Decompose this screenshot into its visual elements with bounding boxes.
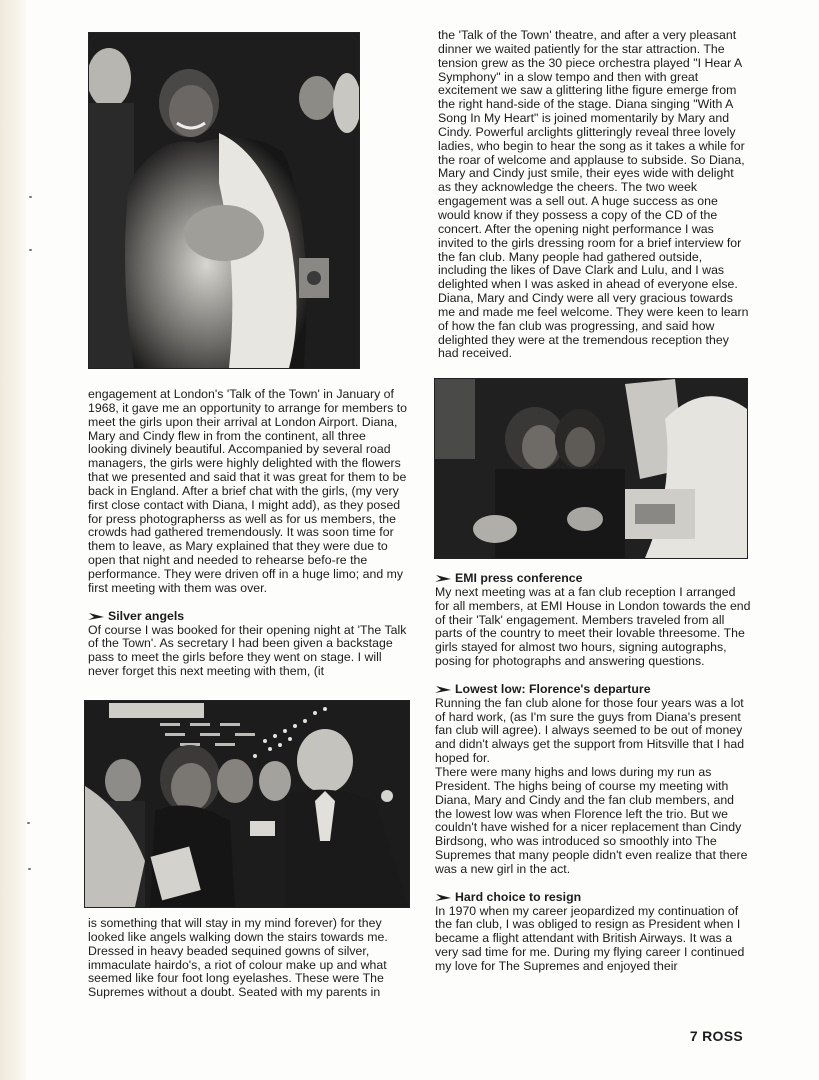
right-column-top [438,29,750,361]
section-heading-resign [435,891,753,905]
arrow-bullet-icon [88,613,104,621]
heading-text: Hard choice to resign [455,889,582,904]
article-text-lowest-low: Running the fan club alone for those four years was a lot of hard work, (as I'm sure the guys from Diana's present fan club will agree). I always seemed to be out of money and didn't always get the support from Hitsville that I had hoped for. [435,695,745,766]
left-column-mid [88,388,408,679]
photo-emi-signing-image [435,379,747,558]
heading-text: EMI press conference [455,571,583,585]
arrow-bullet-icon [435,686,451,694]
arrow-bullet-icon [435,894,451,902]
heading-text: Silver angels [108,608,185,623]
photo-airport-arrival [84,700,410,908]
scan-speck [29,196,32,198]
article-text-silver-angels-continued: is something that will stay in my mind forever) for they looked like angels walking down the stairs towards me. Dressed in heavy beaded sequined gowns of silver, immaculate hairdo's, a riot of colour make up and what seemed like four foot long eyelashes. These were The Supremes without a doubt. Seated with my parents in [88,916,388,1000]
scan-speck [29,249,32,251]
page-binding-shadow [0,0,26,1080]
article-text-silver-angels: Of course I was booked for their opening night at 'The Talk of the Town'. As secretary I had been given a backstage pass to meet the girls before they went on stage. I will never forget this next meeting with them, (it [88,622,407,679]
page-folio: 7 ROSS [689,1028,743,1044]
article-text-lowest-low-2: There were many highs and lows during my run as President. The highs being of course my meeting with Diana, Mary and Cindy and the fan club members, and the lowest low was when Florence left the trio. But we couldn't have wished for a nicer replacement than Cindy Birdsong, who was introduced so smoothly into The Supremes that many people didn't even realize that there was a new girl in the act. [435,764,748,876]
left-column-bottom [88,917,408,1000]
photo-emi-signing [434,378,748,559]
article-text-resign: In 1970 when my career jeopardized my continuation of the fan club, I was obliged to resign as President when I became a flight attendant with British Airways. It was a very sad time for me. During my flying career I continued my love for The Supremes and enjoyed their [435,903,745,973]
section-heading-lowest-low [435,683,753,697]
photo-airport-diana-image [89,33,359,368]
photo-airport-diana [88,32,360,369]
section-heading-emi [435,572,753,586]
right-column-lower [435,572,753,974]
heading-text: Lowest low: Florence's departure [455,681,651,696]
scan-speck [28,868,31,870]
arrow-bullet-icon [435,575,451,583]
section-heading-silver-angels [88,610,408,624]
photo-airport-arrival-image [85,701,409,907]
article-text-theatre: the 'Talk of the Town' theatre, and after a very pleasant dinner we waited patiently for the star attraction. The tension grew as the 30 piece orchestra played "I Hear A Symphony" in a slow tempo and then with great excitement we saw a glittering lithe figure emerge from the right hand-side of the stage. Diana singing "With A Song In My Heart" is joined momentarily by Mary and Cindy. Powerful arclights glitteringly reveal three lovely ladies, who begin to hear the song as it takes a while for the roar of welcome and applause to subside. So Diana, Mary and Cindy just smile, their eyes wide with delight as they acknowledge the cheers. The two week engagement was a sell out. A huge success as one would know if they possess a copy of the CD of the concert. After the opening night performance I was invited to the girls dressing room for a brief interview for the fan club. Many people had gathered outside, including the likes of Dave Clark and Lulu, and I was delighted when I was asked in ahead of everyone else. Diana, Mary and Cindy were all very gracious towards me and made me feel welcome. They were keen to learn of how the fan club was progressing, and said how delighted they were at the tremendous reception they had received. [438,28,749,361]
article-text-emi: My next meeting was at a fan club reception I arranged for all members, at EMI House in London towards the end of their 'Talk' engagement. Members traveled from all parts of the country to meet their lovable threesome. The girls stayed for almost two hours, signing autographs, posing for photographs and answering questions. [435,584,751,669]
scan-speck [27,822,30,824]
article-text-airport: engagement at London's 'Talk of the Town' in January of 1968, it gave me an opportunity to arrange for members to meet the girls upon their arrival at London Airport. Diana, Mary and Cindy flew in from the continent, all three looking divinely beautiful. Accompanied by several road managers, the girls were highly delighted with the flowers that we presented and said that it was great for them to be back in England. After a brief chat with the girls, (my very first close contact with Diana, I might add), as they posed for press photographerss as well as for us members, the crowds had gathered tremendously. It was soon time for them to leave, as Mary explained that they were due to open that night and needed to rehearse befo-re the performance. They were driven off in a huge limo; and my first meeting with them was over. [88,387,407,595]
